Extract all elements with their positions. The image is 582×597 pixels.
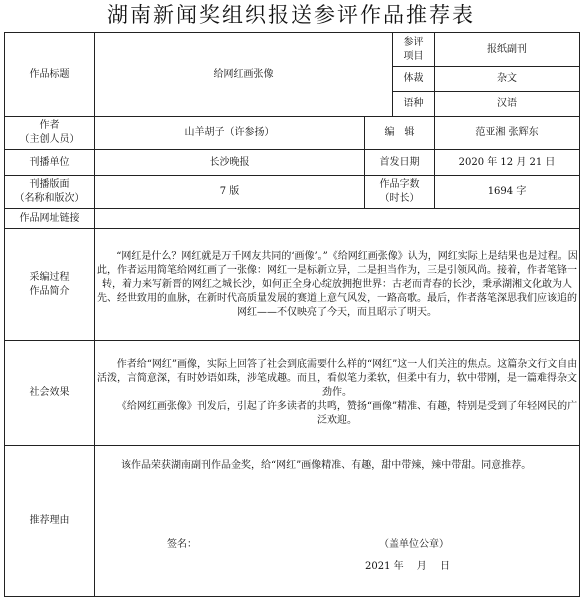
impact-text — [95, 341, 580, 446]
work-title-value: 给网红画张像 — [95, 33, 393, 117]
genre-value: 杂文 — [435, 67, 580, 92]
impact-label: 社会效果 — [5, 341, 95, 446]
row-summary — [5, 229, 580, 341]
word-count-label: 作品字数 （时长） — [365, 176, 435, 209]
category-value: 报纸副刊 — [435, 33, 580, 67]
word-count-value: 1694 字 — [435, 176, 580, 209]
first-publish-label: 首发日期 — [365, 150, 435, 176]
date-label: 2021 年 月 日 — [365, 561, 450, 572]
seal-label: （盖单位公章） — [379, 539, 449, 550]
language-value: 汉语 — [435, 92, 580, 117]
work-title-label: 作品标题 — [5, 33, 95, 117]
recommendation-form — [4, 32, 580, 597]
url-label: 作品网址链接 — [5, 209, 95, 229]
url-value — [95, 209, 580, 229]
recommendation-text: 该作品荣获湖南副刊作品金奖，给“网红”画像精准、有趣，甜中带辣，辣中带甜。同意推荐。 — [121, 460, 532, 471]
language-label: 语种 — [393, 92, 435, 117]
summary-label: 采编过程 作品简介 — [5, 229, 95, 341]
row-page — [5, 176, 580, 209]
recommendation-label: 推荐理由 — [5, 446, 95, 597]
publisher-label: 刊播单位 — [5, 150, 95, 176]
row-publisher — [5, 150, 580, 176]
page-value: 7 版 — [95, 176, 365, 209]
genre-label: 体裁 — [393, 67, 435, 92]
row-recommendation — [5, 446, 580, 597]
row-url — [5, 209, 580, 229]
row-impact — [5, 341, 580, 446]
author-value: 山羊胡子（许参扬） — [95, 117, 365, 150]
page-label: 刊播版面 （名称和版次） — [5, 176, 95, 209]
signature-label: 签名： — [167, 539, 197, 550]
impact-paragraph-1: 作者给“网红”画像，实际上回答了社会到底需要什么样的“网红”这一人们关注的焦点。这篇杂文行文自由活泼，言简意深，有时妙语如珠，涉笔成趣。而且，看似笔力柔软，但柔中有力，软中带刚，是一篇难得杂文劲作。 — [97, 359, 578, 398]
row-category — [5, 33, 580, 67]
impact-paragraph-2: 《给网红画张像》刊发后，引起了许多读者的共鸣，赞扬“画像”精准、有趣，特别是受到了年轻网民的广泛欢迎。 — [116, 401, 578, 426]
first-publish-value: 2020 年 12 月 21 日 — [435, 150, 580, 176]
editor-label: 编 辑 — [365, 117, 435, 150]
row-author — [5, 117, 580, 150]
publisher-value: 长沙晚报 — [95, 150, 365, 176]
page-title: 湖南新闻奖组织报送参评作品推荐表 — [107, 3, 475, 27]
recommendation-cell — [95, 446, 580, 597]
editor-value: 范亚湘 张辉东 — [435, 117, 580, 150]
summary-text: “网红是什么？网红就是万千网友共同的‘画像’。”《给网红画张像》认为，网红实际上是结果也是过程。因此，作者运用简笔给网红画了一张像：网红一是标新立异，二是担当作为，三是引领风尚。接着，作者笔锋一转，着力来写新晋的网红之城长沙，如何正全身心绽放拥抱世界：古老而青春的长沙，秉承湖湘文化敢为人先、经世致用的血脉，在新时代高质量发展的赛道上意气风发，一路高歌。最后，作者落笔深思我们应该追的网红——不仅映亮了今天，而且昭示了明天。 — [95, 229, 580, 341]
author-label: 作者 （主创人员） — [5, 117, 95, 150]
category-label: 参评 项目 — [393, 33, 435, 67]
